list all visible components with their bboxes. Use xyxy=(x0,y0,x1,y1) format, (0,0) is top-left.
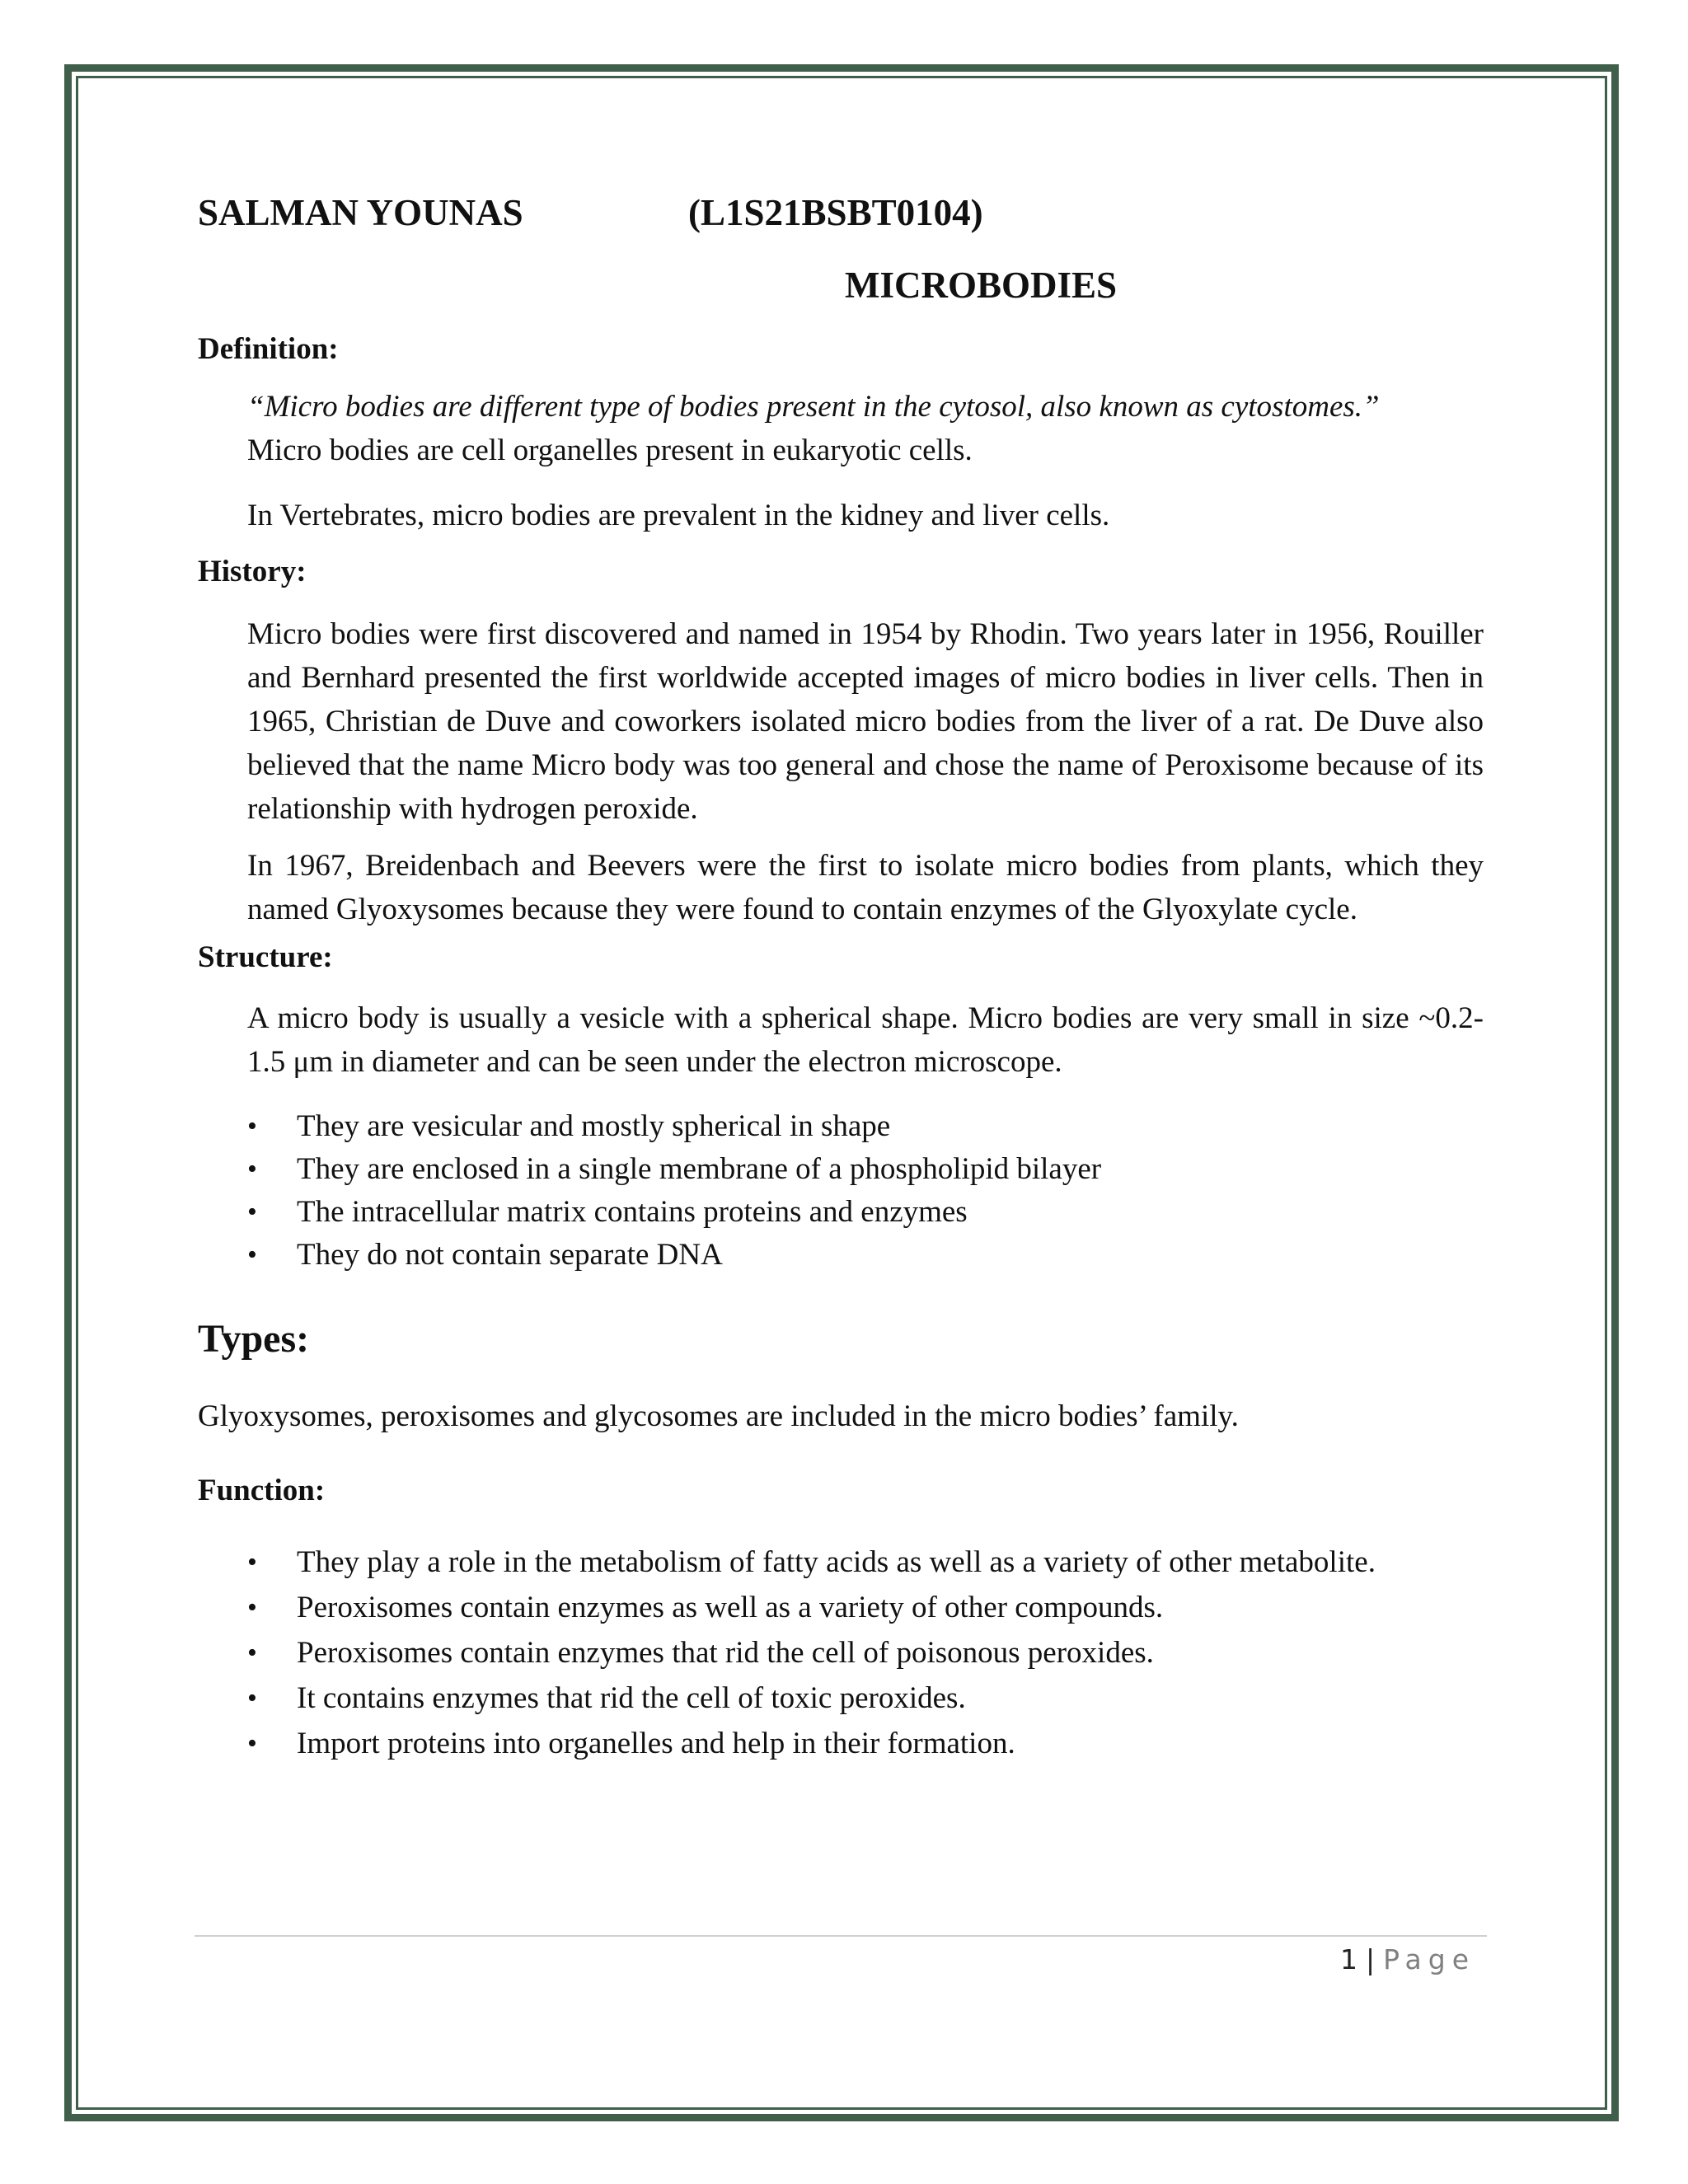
page-number: 1 xyxy=(1339,1943,1357,1975)
footer-divider xyxy=(195,1935,1487,1937)
list-item: • Peroxisomes contain enzymes as well as a variety of other compounds. xyxy=(247,1585,1484,1630)
history-heading: History: xyxy=(198,555,307,588)
document-title: MICROBODIES xyxy=(844,265,1118,306)
definition-line-2: In Vertebrates, micro bodies are prevalent in the kidney and liver cells. xyxy=(247,499,1110,532)
list-item: • Peroxisomes contain enzymes that rid the cell of poisonous peroxides. xyxy=(247,1630,1484,1675)
definition-line-1: Micro bodies are cell organelles present in eukaryotic cells. xyxy=(247,434,973,467)
definition-heading: Definition: xyxy=(198,332,339,366)
author-line xyxy=(198,191,1484,241)
list-item: • They are enclosed in a single membrane of a phospholipid bilayer xyxy=(247,1148,1484,1191)
list-item: • Import proteins into organelles and help in their formation. xyxy=(247,1721,1484,1766)
list-item: • They play a role in the metabolism of fatty acids as well as a variety of other metabolite. xyxy=(247,1540,1484,1585)
structure-paragraph: A micro body is usually a vesicle with a spherical shape. Micro bodies are very small in size ~0.2-1.5 μm in diameter and can be seen under the electron microscope. xyxy=(247,1001,1484,1079)
types-paragraph: Glyoxysomes, peroxisomes and glycosomes are included in the micro bodies’ family. xyxy=(198,1399,1239,1433)
list-item: • They do not contain separate DNA xyxy=(247,1234,1484,1277)
author-name: SALMAN YOUNAS xyxy=(198,192,523,233)
definition-text xyxy=(247,385,1484,472)
document-body xyxy=(198,191,1484,1766)
list-item: • It contains enzymes that rid the cell of toxic peroxides. xyxy=(247,1675,1484,1721)
function-heading: Function: xyxy=(198,1474,326,1507)
history-paragraph-2: In 1967, Breidenbach and Beevers were the first to isolate micro bodies from plants, which they named Glyoxysomes because they were found to contain enzymes of the Glyoxylate cycle. xyxy=(247,849,1484,926)
structure-heading: Structure: xyxy=(198,940,333,974)
structure-list xyxy=(247,1105,1484,1277)
list-item: • They are vesicular and mostly spherical in shape xyxy=(247,1105,1484,1148)
author-id: (L1S21BSBT0104) xyxy=(688,192,983,233)
function-list xyxy=(247,1540,1484,1766)
types-heading: Types: xyxy=(198,1317,310,1361)
definition-quote: “Micro bodies are different type of bodies present in the cytosol, also known as cytostomes.” xyxy=(247,390,1380,424)
history-paragraph-1: Micro bodies were first discovered and named in 1954 by Rhodin. Two years later in 1956, Rouiller and Bernhard presented the first worldwide accepted images of micro bodies in liver cells. Then in 1965, Christian de Duve and coworkers isolated micro bodies from the liver of a rat. De Duve also believed that the name Micro body was too general and chose the name of Peroxisome because of its relationship with hydrogen peroxide. xyxy=(247,617,1484,826)
list-item: • The intracellular matrix contains proteins and enzymes xyxy=(247,1191,1484,1234)
page-label: Page xyxy=(1383,1943,1475,1975)
page-number-footer xyxy=(1340,1943,1475,1975)
page-separator: | xyxy=(1365,1943,1376,1975)
